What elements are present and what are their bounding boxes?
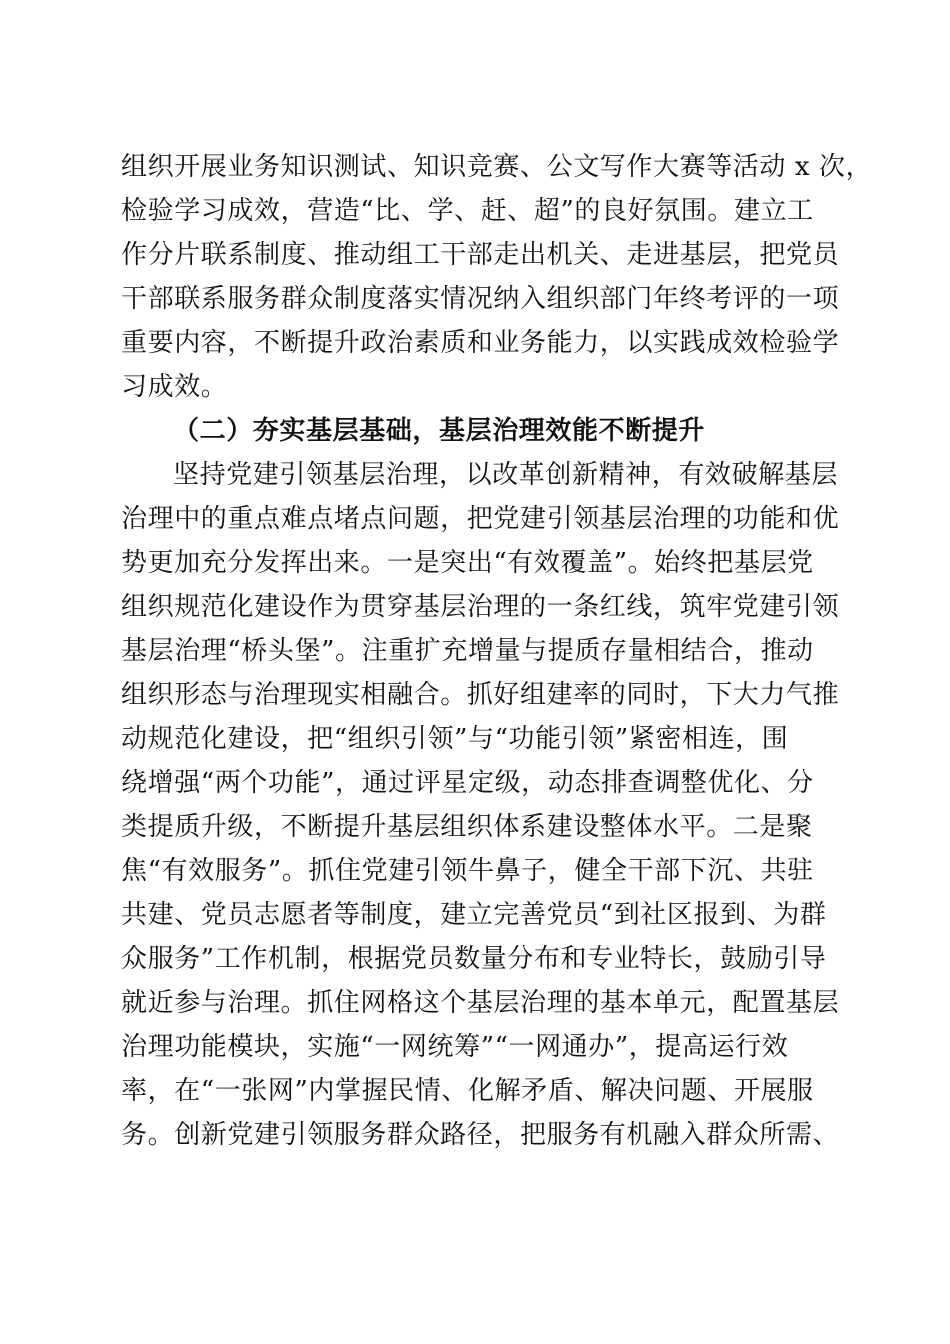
text-line: 务。创新党建引领服务群众路径，把服务有机融入群众所需、 [121,1120,840,1150]
text-line: 组织规范化建设作为贯穿基层治理的一条红线，筑牢党建引领 [121,592,840,622]
text-line: 率，在“一张网”内掌握民情、化解矛盾、解决问题、开展服 [121,1076,814,1106]
text-line: 共建、党员志愿者等制度，建立完善党员“到社区报到、为群 [121,900,827,930]
text-line: 动规范化建设，把“组织引领”与“功能引领”紧密相连，围 [121,724,789,754]
section-heading: （二）夯实基层基础，基层治理效能不断提升 [173,416,706,446]
text-line: 组织开展业务知识测试、知识竞赛、公文写作大赛等活动 x 次， [121,152,873,182]
text-line: 干部联系服务群众制度落实情况纳入组织部门年终考评的一项 [121,284,840,314]
text-line: 检验学习成效，营造“比、学、赶、超”的良好氛围。建立工 [121,196,814,226]
text-line: 基层治理“桥头堡”。注重扩充增量与提质存量相结合，推动 [121,636,814,666]
text-line: 组织形态与治理现实相融合。抓好组建率的同时，下大力气推 [121,680,840,710]
text-line: 类提质升级，不断提升基层组织体系建设整体水平。二是聚 [121,812,813,842]
text-line: 坚持党建引领基层治理，以改革创新精神，有效破解基层 [173,460,839,490]
text-line: 绕增强“两个功能”，通过评星定级，动态排查调整优化、分 [121,768,814,798]
text-line: 势更加充分发挥出来。一是突出“有效覆盖”。始终把基层党 [121,548,814,578]
text-line: 焦“有效服务”。抓住党建引领牛鼻子，健全干部下沉、共驻 [121,856,814,886]
text-line: 治理功能模块，实施“一网统筹”“一网通办”，提高运行效 [121,1032,789,1062]
text-line: 众服务”工作机制，根据党员数量分布和专业特长，鼓励引导 [121,944,827,974]
text-line: 就近参与治理。抓住网格这个基层治理的基本单元，配置基层 [121,988,840,1018]
text-line: 习成效。 [121,372,228,402]
text-line: 治理中的重点难点堵点问题，把党建引领基层治理的功能和优 [121,504,840,534]
text-line: 作分片联系制度、推动组工干部走出机关、走进基层，把党员 [121,240,840,270]
text-line: 重要内容，不断提升政治素质和业务能力，以实践成效检验学 [121,328,840,358]
